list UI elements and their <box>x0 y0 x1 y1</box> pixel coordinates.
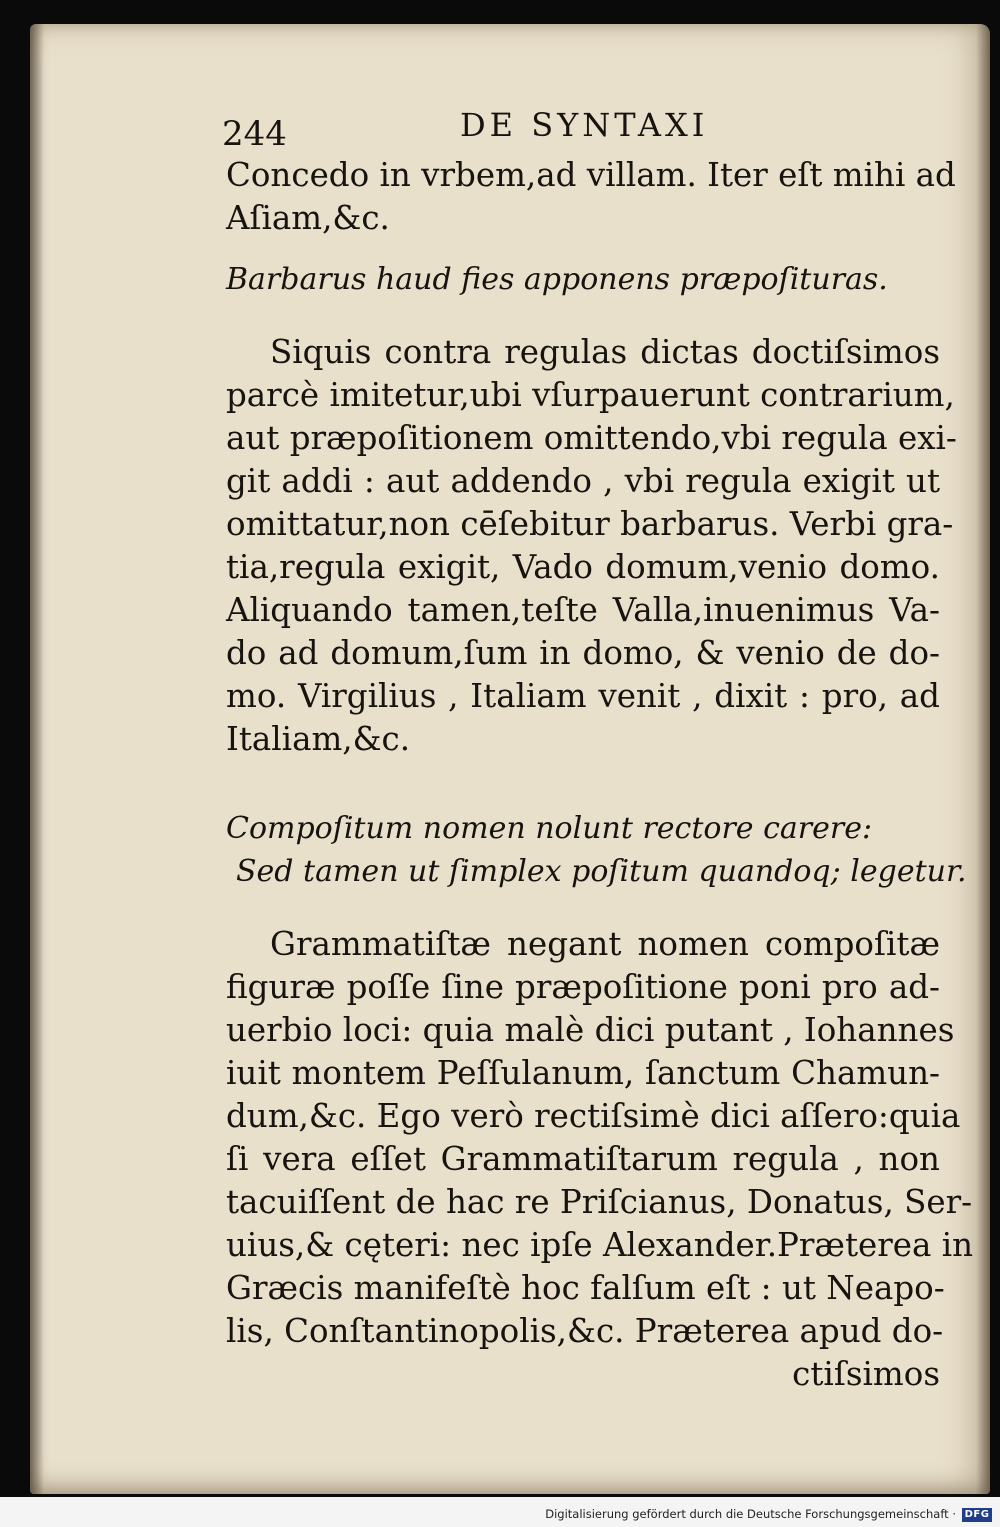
footer-bar <box>0 1497 1000 1527</box>
rule-verse: Sed tamen ut ſimplex poſitum quandoq; legetur. <box>236 854 967 889</box>
text-line: Aliquando tamen,teſte Valla,inuenimus Va- <box>226 591 940 629</box>
gutter-shadow <box>30 24 44 1494</box>
text-line: tacuiſſent de hac re Priſcianus, Donatus, Ser- <box>226 1183 973 1221</box>
rule-verse: Barbarus haud fies apponens præpoſituras. <box>226 262 888 297</box>
text-line: uius,& cęteri: nec ipſe Alexander.Præterea in <box>226 1226 974 1264</box>
text-line: dum,&c. Ego verò rectiſsimè dici aſſero:quia <box>226 1097 961 1135</box>
text-line: Græcis manifeſtè hoc falſum eſt : ut Neapo- <box>226 1269 945 1307</box>
opening-lines <box>226 154 956 240</box>
funding-credit: Digitalisierung gefördert durch die Deutsche Forschungsgemeinschaft · <box>545 1507 956 1521</box>
text-line: uerbio loci: quia malè dici putant , Iohannes <box>226 1011 955 1049</box>
rule-verse-block <box>226 807 967 893</box>
rule-verse: Compoſitum nomen nolunt rectore carere: <box>226 811 873 846</box>
text-line: Italiam,&c. <box>226 720 411 758</box>
text-line: figuræ poſſe ſine præpoſitione poni pro ad- <box>226 968 940 1006</box>
text-block <box>222 100 974 1396</box>
running-title: DE SYNTAXI <box>460 106 709 144</box>
page-edge-shadow <box>976 24 990 1494</box>
paragraph <box>226 331 957 761</box>
book-page <box>30 24 990 1494</box>
text-line: parcè imitetur,ubi vſurpauerunt contrarium, <box>226 376 955 414</box>
text-line: Siquis contra regulas dictas doctiſsimos <box>270 333 940 371</box>
paragraph <box>226 923 974 1353</box>
text-line: tia,regula exigit, Vado domum,venio domo. <box>226 548 940 586</box>
text-line: mo. Virgilius , Italiam venit , dixit : pro, ad <box>226 677 940 715</box>
text-line: git addi : aut addendo , vbi regula exigit ut <box>226 462 940 500</box>
text-line: Aſiam,&c. <box>226 199 390 237</box>
text-line: do ad domum,ſum in domo, & venio de do- <box>226 634 940 672</box>
text-line: aut præpoſitionem omittendo,vbi regula exi- <box>226 419 957 457</box>
dfg-logo-icon: DFG <box>962 1508 992 1522</box>
text-line: Concedo in vrbem,ad villam. Iter eſt mihi ad <box>226 156 956 194</box>
text-line: ſi vera eſſet Grammatiſtarum regula , non <box>226 1140 940 1178</box>
text-line: iuit montem Peſſulanum, ſanctum Chamun- <box>226 1054 940 1092</box>
catchword: ctiſsimos <box>792 1355 940 1393</box>
page-number: 244 <box>222 114 287 154</box>
page-header <box>222 100 940 154</box>
text-line: omittatur,non cēſebitur barbarus. Verbi gra- <box>226 505 954 543</box>
text-line: lis, Conſtantinopolis,&c. Præterea apud do- <box>226 1312 944 1350</box>
text-line: Grammatiſtæ negant nomen compoſitæ <box>270 925 940 963</box>
